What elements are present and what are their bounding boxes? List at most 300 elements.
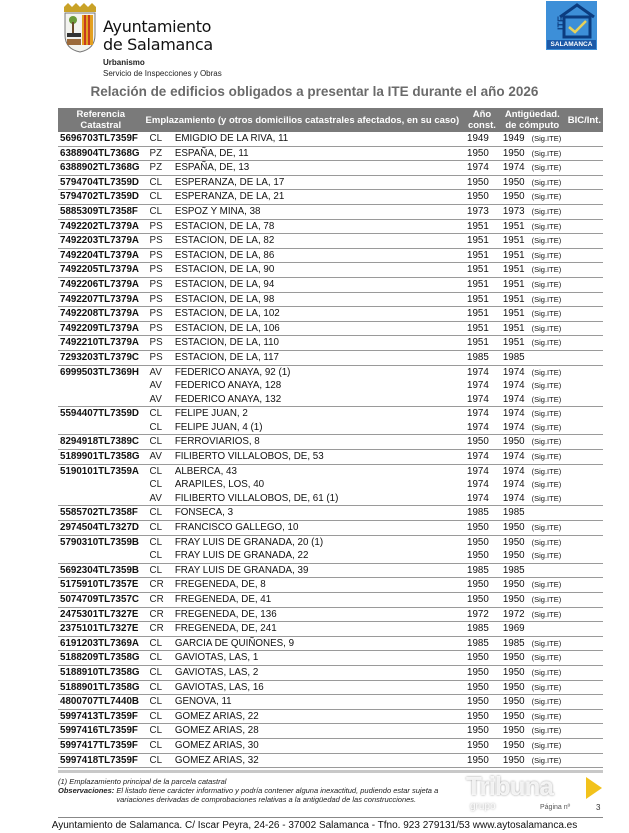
construction-year: 1950 xyxy=(465,549,499,563)
cadastral-ref: 7492202TL7379A xyxy=(58,219,144,234)
computed-age-year: 1951 xyxy=(499,263,527,278)
sig-ite-flag: (Sig.ITE) xyxy=(527,146,566,161)
construction-year: 1985 xyxy=(465,563,499,578)
construction-year: 1974 xyxy=(465,161,499,176)
address-divider xyxy=(58,817,603,818)
street-type: CL xyxy=(144,132,173,146)
construction-year: 1949 xyxy=(465,132,499,146)
bic-int xyxy=(566,407,603,421)
street-type: CL xyxy=(144,190,173,205)
footer-address: Ayuntamiento de Salamanca. C/ Iscar Peyra, 24-26 - 37002 Salamanca - Tfno. 923 279131/53 www.aytosalamanca.es xyxy=(51,820,578,831)
construction-year: 1974 xyxy=(465,393,499,407)
bic-int xyxy=(566,393,603,407)
bic-int xyxy=(566,263,603,278)
address: GAVIOTAS, LAS, 1 xyxy=(173,651,465,666)
construction-year: 1950 xyxy=(465,753,499,768)
cadastral-ref: 5997413TL7359F xyxy=(58,709,144,724)
street-type: CL xyxy=(144,636,173,651)
address: FREGENEDA, DE, 8 xyxy=(173,578,465,593)
table-row xyxy=(58,680,603,695)
street-type: CL xyxy=(144,506,173,521)
bic-int xyxy=(566,350,603,365)
street-type: PZ xyxy=(144,161,173,176)
cadastral-ref xyxy=(58,549,144,563)
table-row xyxy=(58,578,603,593)
construction-year: 1950 xyxy=(465,709,499,724)
address: ESPERANZA, DE LA, 17 xyxy=(173,175,465,190)
sig-ite-flag: (Sig.ITE) xyxy=(527,578,566,593)
cadastral-ref xyxy=(58,379,144,393)
col-ref-catastral xyxy=(58,108,144,132)
construction-year: 1974 xyxy=(467,408,489,420)
computed-age-year: 1951 xyxy=(499,321,527,336)
address: FRAY LUIS DE GRANADA, 39 xyxy=(173,563,465,578)
street-type: CL xyxy=(144,549,173,563)
address: GOMEZ ARIAS, 28 xyxy=(173,724,465,739)
cadastral-ref: 5790310TL7359B xyxy=(60,536,139,548)
street-type: CL xyxy=(144,651,173,666)
cadastral-ref xyxy=(58,393,144,407)
col-age-line-2: de cómputo xyxy=(505,120,560,131)
bic-int xyxy=(566,175,603,190)
computed-age-year: 1950 xyxy=(499,695,527,710)
table-row xyxy=(58,248,603,263)
street-type: PS xyxy=(144,292,173,307)
ite-buildings-table xyxy=(58,108,603,768)
bic-int xyxy=(566,492,603,506)
street-type: CL xyxy=(144,175,173,190)
sig-ite-flag: (Sig.ITE) xyxy=(527,307,566,322)
street-type: CL xyxy=(149,408,163,420)
computed-age-year: 1951 xyxy=(499,248,527,263)
cadastral-ref xyxy=(58,478,144,492)
table-row xyxy=(58,464,603,478)
street-type: PS xyxy=(144,321,173,336)
construction-year: 1951 xyxy=(465,248,499,263)
street-type: CL xyxy=(144,724,173,739)
table-row xyxy=(58,622,603,637)
sig-ite-flag: (Sig.ITE) xyxy=(527,695,566,710)
address: ESTACION, DE LA, 78 xyxy=(173,219,465,234)
col-bic-int: BIC/Int. xyxy=(566,108,603,132)
computed-age-year: 1949 xyxy=(499,132,527,146)
sig-ite-flag: (Sig.ITE) xyxy=(527,175,566,190)
sig-ite-flag: (Sig.ITE) xyxy=(527,450,566,465)
computed-age-year: 1974 xyxy=(502,366,525,378)
construction-year: 1950 xyxy=(465,695,499,710)
sig-ite-flag: (Sig.ITE) xyxy=(527,680,566,695)
table-row xyxy=(58,263,603,278)
construction-year: 1950 xyxy=(465,665,499,680)
address: GOMEZ ARIAS, 32 xyxy=(173,753,465,768)
bic-int xyxy=(566,204,603,219)
construction-year: 1950 xyxy=(465,435,499,450)
bic-int xyxy=(566,680,603,695)
address: ESTACION, DE LA, 90 xyxy=(173,263,465,278)
computed-age-year: 1950 xyxy=(499,651,527,666)
table-row xyxy=(58,161,603,176)
computed-age-year: 1951 xyxy=(499,234,527,249)
tribuna-watermark-sub: grupo xyxy=(470,801,496,812)
address: FREGENEDA, DE, 136 xyxy=(173,607,465,622)
cadastral-ref: 4800707TL7440B xyxy=(58,695,144,710)
org-line-2: de Salamanca xyxy=(103,35,213,54)
col-antiguedad xyxy=(499,108,566,132)
street-type: AV xyxy=(144,393,173,407)
sig-ite-flag: (Sig.ITE) xyxy=(531,537,562,547)
computed-age-year: 1974 xyxy=(499,393,527,407)
bic-int xyxy=(566,753,603,768)
sig-ite-flag: (Sig.ITE) xyxy=(527,521,566,536)
address: ESPAÑA, DE, 13 xyxy=(173,161,465,176)
table-row xyxy=(58,665,603,680)
address: GENOVA, 11 xyxy=(173,695,465,710)
table-row xyxy=(58,292,603,307)
table-row xyxy=(58,593,603,608)
construction-year: 1951 xyxy=(465,321,499,336)
cadastral-ref: 7492203TL7379A xyxy=(58,234,144,249)
construction-year: 1974 xyxy=(467,479,489,491)
page-label: Página nº xyxy=(540,804,571,811)
cadastral-ref: 7492209TL7379A xyxy=(58,321,144,336)
address: GOMEZ ARIAS, 22 xyxy=(173,709,465,724)
cadastral-ref: 2974504TL7327D xyxy=(58,521,144,536)
computed-age-year: 1974 xyxy=(499,450,527,465)
computed-age-year: 1950 xyxy=(499,753,527,768)
computed-age-year: 1950 xyxy=(499,175,527,190)
sig-ite-flag: (Sig.ITE) xyxy=(527,263,566,278)
computed-age-year: 1950 xyxy=(499,738,527,753)
construction-year: 1951 xyxy=(465,234,499,249)
construction-year: 1951 xyxy=(465,219,499,234)
table-row xyxy=(58,321,603,336)
street-type: PS xyxy=(144,234,173,249)
computed-age-year: 1985 xyxy=(499,350,527,365)
bic-int xyxy=(566,161,603,176)
table-row xyxy=(58,365,603,379)
table-row xyxy=(58,219,603,234)
bic-int xyxy=(566,365,603,379)
table-row xyxy=(58,146,603,161)
street-type: CL xyxy=(144,665,173,680)
organization-name xyxy=(103,18,213,54)
bic-int xyxy=(566,709,603,724)
construction-year: 1951 xyxy=(465,292,499,307)
bic-int xyxy=(566,307,603,322)
observations-text: El listado tiene carácter informativo y podría contener alguna inexactitud, pudiendo estar sujeta a variaciones derivadas de comprobaciones relativas a la antigüedad de las construcciones. xyxy=(116,786,439,804)
street-type: PS xyxy=(144,307,173,322)
street-type: AV xyxy=(144,450,173,465)
computed-age-year: 1985 xyxy=(499,636,527,651)
sig-ite-flag xyxy=(527,622,566,637)
sig-ite-flag: (Sig.ITE) xyxy=(531,480,562,490)
address: GAVIOTAS, LAS, 16 xyxy=(173,680,465,695)
cadastral-ref: 5074709TL7357C xyxy=(58,593,144,608)
computed-age-year: 1974 xyxy=(499,421,527,435)
observations xyxy=(58,786,458,804)
address: FRAY LUIS DE GRANADA, 22 xyxy=(173,549,465,563)
address: FILIBERTO VILLALOBOS, DE, 53 xyxy=(173,450,465,465)
street-type: PS xyxy=(144,248,173,263)
table-row xyxy=(58,450,603,465)
sig-ite-flag: (Sig.ITE) xyxy=(531,466,562,476)
cadastral-ref: 5188209TL7358G xyxy=(58,651,144,666)
computed-age-year: 1985 xyxy=(499,563,527,578)
address: FELIPE JUAN, 2 xyxy=(174,408,248,420)
sig-ite-flag xyxy=(527,350,566,365)
department-block xyxy=(103,57,222,79)
address: ESTACION, DE LA, 98 xyxy=(173,292,465,307)
bic-int xyxy=(566,695,603,710)
address: ALBERCA, 43 xyxy=(174,465,237,477)
construction-year: 1973 xyxy=(465,204,499,219)
bic-int xyxy=(566,563,603,578)
table-row xyxy=(58,506,603,521)
play-triangle-icon xyxy=(586,777,602,799)
cadastral-ref: 7492205TL7379A xyxy=(58,263,144,278)
computed-age-year: 1951 xyxy=(499,292,527,307)
bic-int xyxy=(566,593,603,608)
sig-ite-flag xyxy=(527,506,566,521)
cadastral-ref: 5190101TL7359A xyxy=(60,465,139,477)
cadastral-ref: 5175910TL7357E xyxy=(58,578,144,593)
table-row xyxy=(58,204,603,219)
bic-int xyxy=(566,578,603,593)
address: ESTACION, DE LA, 82 xyxy=(173,234,465,249)
address: FELIPE JUAN, 4 (1) xyxy=(173,421,465,435)
bic-int xyxy=(566,549,603,563)
computed-age-year: 1950 xyxy=(499,680,527,695)
cadastral-ref: 5692304TL7359B xyxy=(58,563,144,578)
table-row xyxy=(58,350,603,365)
address: FRANCISCO GALLEGO, 10 xyxy=(173,521,465,536)
street-type: CL xyxy=(149,479,163,491)
sig-ite-flag xyxy=(527,563,566,578)
table-row xyxy=(58,724,603,739)
address: ESTACION, DE LA, 86 xyxy=(173,248,465,263)
cadastral-ref: 8294918TL7389C xyxy=(58,435,144,450)
construction-year: 1974 xyxy=(465,450,499,465)
sig-ite-flag: (Sig.ITE) xyxy=(527,607,566,622)
bic-int xyxy=(566,665,603,680)
sig-ite-flag: (Sig.ITE) xyxy=(527,738,566,753)
table-body xyxy=(58,132,603,768)
computed-age-year: 1974 xyxy=(499,161,527,176)
bic-int xyxy=(566,535,603,549)
address: ESTACION, DE LA, 94 xyxy=(173,277,465,292)
construction-year: 1972 xyxy=(465,607,499,622)
cadastral-ref: 5696703TL7359F xyxy=(58,132,144,146)
street-type: AV xyxy=(144,492,173,506)
address: ESTACION, DE LA, 117 xyxy=(173,350,465,365)
computed-age-year: 1974 xyxy=(499,492,527,506)
bic-int xyxy=(566,132,603,146)
sig-ite-flag: (Sig.ITE) xyxy=(527,248,566,263)
table-row xyxy=(58,407,603,421)
street-type: CL xyxy=(144,680,173,695)
table-row xyxy=(58,521,603,536)
table-row xyxy=(58,753,603,768)
computed-age-year: 1972 xyxy=(499,607,527,622)
street-type: CL xyxy=(149,536,163,548)
construction-year: 1985 xyxy=(465,636,499,651)
table-row xyxy=(58,651,603,666)
sig-ite-flag: (Sig.ITE) xyxy=(527,161,566,176)
cadastral-ref: 5189901TL7358G xyxy=(58,450,144,465)
cadastral-ref: 6388904TL7368G xyxy=(58,146,144,161)
sig-ite-flag: (Sig.ITE) xyxy=(527,277,566,292)
table-row xyxy=(58,175,603,190)
table-row xyxy=(58,695,603,710)
address: FERROVIARIOS, 8 xyxy=(173,435,465,450)
bic-int xyxy=(566,277,603,292)
cadastral-ref: 6388902TL7368G xyxy=(58,161,144,176)
sig-ite-flag: (Sig.ITE) xyxy=(527,234,566,249)
computed-age-year: 1974 xyxy=(502,479,525,491)
sig-ite-flag: (Sig.ITE) xyxy=(527,321,566,336)
table-row xyxy=(58,709,603,724)
street-type: PS xyxy=(144,219,173,234)
bic-int xyxy=(566,506,603,521)
bic-int xyxy=(566,622,603,637)
construction-year: 1950 xyxy=(465,680,499,695)
street-type: PZ xyxy=(144,146,173,161)
construction-year: 1974 xyxy=(467,366,489,378)
bic-int xyxy=(566,234,603,249)
col-year-line-2: const. xyxy=(467,120,496,131)
construction-year: 1950 xyxy=(465,190,499,205)
table-row xyxy=(58,421,603,435)
street-type: CR xyxy=(144,622,173,637)
construction-year: 1950 xyxy=(465,578,499,593)
bic-int xyxy=(566,738,603,753)
street-type: CL xyxy=(144,709,173,724)
sig-ite-flag: (Sig.ITE) xyxy=(527,204,566,219)
bic-int xyxy=(566,724,603,739)
footnote: (1) Emplazamiento principal de la parcela catastral xyxy=(58,777,227,786)
bic-int xyxy=(566,521,603,536)
street-type: CL xyxy=(144,695,173,710)
bic-int xyxy=(566,450,603,465)
construction-year: 1974 xyxy=(465,421,499,435)
construction-year: 1985 xyxy=(465,506,499,521)
sig-ite-flag: (Sig.ITE) xyxy=(531,409,562,419)
computed-age-year: 1950 xyxy=(499,724,527,739)
table-row xyxy=(58,435,603,450)
col-ref-line-1: Referencia xyxy=(76,109,126,120)
sig-ite-flag: (Sig.ITE) xyxy=(531,381,562,391)
cadastral-ref xyxy=(58,421,144,435)
sig-ite-flag: (Sig.ITE) xyxy=(527,709,566,724)
construction-year: 1974 xyxy=(467,465,489,477)
bic-int xyxy=(566,292,603,307)
bic-int xyxy=(566,321,603,336)
computed-age-year: 1969 xyxy=(499,622,527,637)
street-type: PS xyxy=(144,277,173,292)
service-name: Servicio de Inspecciones y Obras xyxy=(103,69,222,78)
computed-age-year: 1950 xyxy=(499,146,527,161)
observations-label: Observaciones: xyxy=(58,786,115,795)
computed-age-year: 1973 xyxy=(499,204,527,219)
table-row xyxy=(58,607,603,622)
construction-year: 1950 xyxy=(465,651,499,666)
computed-age-year: 1950 xyxy=(499,665,527,680)
address: GOMEZ ARIAS, 30 xyxy=(173,738,465,753)
cadastral-ref: 5188901TL7358G xyxy=(58,680,144,695)
street-type: CL xyxy=(149,465,163,477)
street-type: PS xyxy=(144,336,173,351)
computed-age-year: 1950 xyxy=(499,578,527,593)
construction-year: 1950 xyxy=(467,536,489,548)
sig-ite-flag: (Sig.ITE) xyxy=(527,636,566,651)
construction-year: 1951 xyxy=(465,277,499,292)
table-row xyxy=(58,234,603,249)
address: ESPERANZA, DE LA, 21 xyxy=(173,190,465,205)
street-type: AV xyxy=(149,366,162,378)
ite-salamanca-logo xyxy=(546,1,597,50)
cadastral-ref: 7492210TL7379A xyxy=(58,336,144,351)
sig-ite-flag: (Sig.ITE) xyxy=(527,190,566,205)
col-emplazamiento: Emplazamiento (y otros domicilios catastrales afectados, en su caso) xyxy=(144,108,465,132)
table-row xyxy=(58,277,603,292)
org-line-1: Ayuntamiento xyxy=(103,17,212,36)
city-coat-of-arms-icon xyxy=(60,3,100,53)
sig-ite-flag: (Sig.ITE) xyxy=(527,292,566,307)
ite-logo-letters: ITE xyxy=(556,15,566,30)
construction-year: 1950 xyxy=(465,521,499,536)
address: FILIBERTO VILLALOBOS, DE, 61 (1) xyxy=(173,492,465,506)
street-type: PS xyxy=(144,350,173,365)
computed-age-year: 1950 xyxy=(499,190,527,205)
address: FONSECA, 3 xyxy=(173,506,465,521)
sig-ite-flag: (Sig.ITE) xyxy=(527,421,566,435)
cadastral-ref: 5188910TL7358G xyxy=(58,665,144,680)
address: FEDERICO ANAYA, 132 xyxy=(173,393,465,407)
cadastral-ref xyxy=(58,492,144,506)
address: EMIGDIO DE LA RIVA, 11 xyxy=(173,132,465,146)
sig-ite-flag: (Sig.ITE) xyxy=(527,724,566,739)
cadastral-ref: 6191203TL7369A xyxy=(58,636,144,651)
computed-age-year: 1974 xyxy=(502,380,525,392)
computed-age-year: 1950 xyxy=(499,709,527,724)
cadastral-ref: 7492206TL7379A xyxy=(58,277,144,292)
computed-age-year: 1951 xyxy=(499,219,527,234)
computed-age-year: 1950 xyxy=(502,536,525,548)
bic-int xyxy=(566,421,603,435)
col-age-line-1: Antigüedad. xyxy=(504,109,560,120)
department-name: Urbanismo xyxy=(103,58,145,67)
street-type: CL xyxy=(144,738,173,753)
bic-int xyxy=(566,435,603,450)
computed-age-year: 1951 xyxy=(499,307,527,322)
street-type: CR xyxy=(144,607,173,622)
address: ESPOZ Y MINA, 38 xyxy=(173,204,465,219)
bic-int xyxy=(566,336,603,351)
construction-year: 1974 xyxy=(467,380,489,392)
col-year-line-1: Año xyxy=(472,109,492,120)
street-type: CL xyxy=(144,753,173,768)
col-year-const xyxy=(465,108,499,132)
address: ESTACION, DE LA, 106 xyxy=(173,321,465,336)
table-header-row xyxy=(58,108,603,132)
construction-year: 1974 xyxy=(465,492,499,506)
bic-int xyxy=(566,248,603,263)
computed-age-year: 1950 xyxy=(499,435,527,450)
document-title: Relación de edificios obligados a presentar la ITE durante el año 2026 xyxy=(90,84,539,99)
house-check-icon xyxy=(546,1,597,41)
computed-age-year: 1974 xyxy=(502,408,525,420)
address: ARAPILES, LOS, 40 xyxy=(174,479,265,491)
